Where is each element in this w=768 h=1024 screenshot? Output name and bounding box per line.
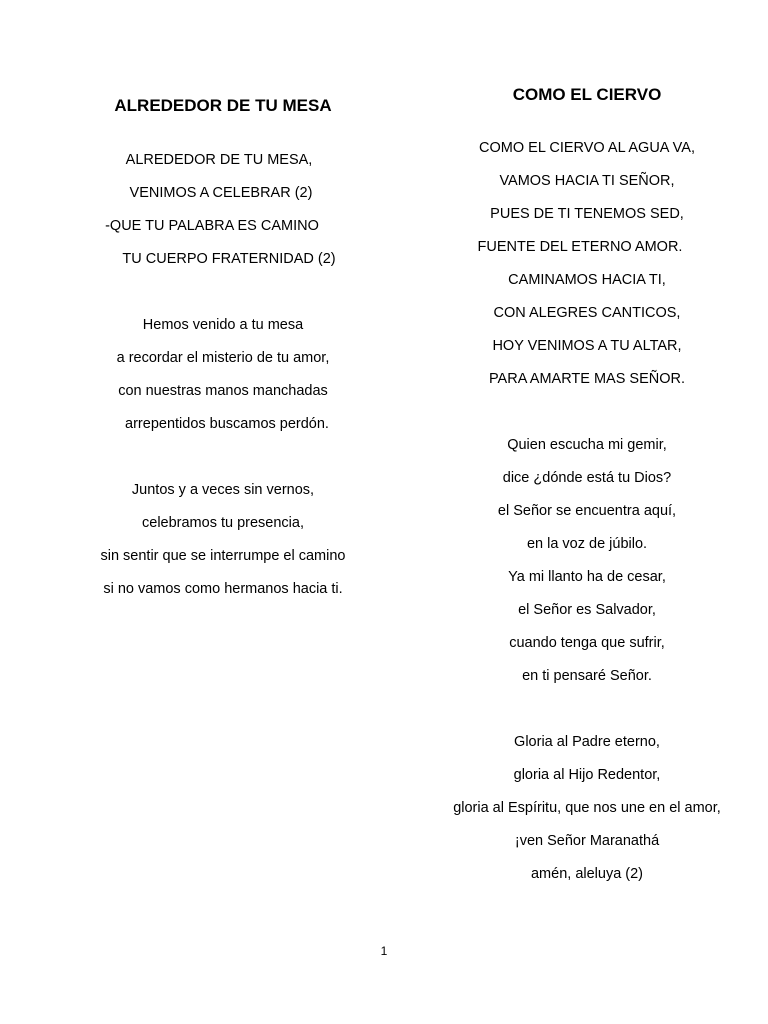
lyric-line: gloria al Espíritu, que nos une en el amor, (453, 800, 721, 816)
left-song-stanza-1 (60, 144, 386, 276)
lyric-line: el Señor se encuentra aquí, (497, 503, 677, 519)
lyric-line: Gloria al Padre eterno, (514, 734, 660, 750)
stanza-gap (60, 441, 386, 474)
lyric-line: en la voz de júbilo. (526, 536, 648, 552)
left-song-stanza-3 (60, 474, 386, 606)
lyric-line: VAMOS HACIA TI SEÑOR, (499, 173, 675, 189)
lyric-line: celebramos tu presencia, (142, 515, 304, 531)
left-song-title: ALREDEDOR DE TU MESA (114, 96, 332, 115)
lyric-line: gloria al Hijo Redentor, (513, 767, 661, 783)
right-song-title: COMO EL CIERVO (512, 85, 662, 104)
lyric-line: Ya mi llanto ha de cesar, (508, 569, 666, 585)
lyric-line: HOY VENIMOS A TU ALTAR, (492, 338, 682, 354)
stanza-gap (60, 276, 386, 309)
lyric-line: Hemos venido a tu mesa (142, 317, 304, 333)
lyric-line: el Señor es Salvador, (518, 602, 656, 618)
right-song-stanza-3 (424, 726, 750, 891)
lyric-line: si no vamos como hermanos hacia ti. (103, 581, 343, 597)
lyric-line: ¡ven Señor Maranathá (514, 833, 660, 849)
lyric-line: cuando tenga que sufrir, (509, 635, 665, 651)
lyric-line: PARA AMARTE MAS SEÑOR. (488, 371, 686, 387)
stanza-gap (424, 693, 750, 726)
left-song-stanza-2 (60, 309, 386, 441)
lyric-line: PUES DE TI TENEMOS SED, (490, 206, 684, 222)
lyric-line: COMO EL CIERVO AL AGUA VA, (479, 140, 695, 156)
lyric-line: amén, aleluya (2) (530, 866, 644, 882)
lyric-line: sin sentir que se interrumpe el camino (100, 548, 346, 564)
stanza-gap (424, 396, 750, 429)
lyric-line: Juntos y a veces sin vernos, (131, 482, 315, 498)
lyric-line: VENIMOS A CELEBRAR (2) (129, 185, 313, 201)
lyric-line: Quien escucha mi gemir, (507, 437, 667, 453)
lyric-line: -QUE TU PALABRA ES CAMINO (105, 218, 319, 234)
lyric-line: CAMINAMOS HACIA TI, (508, 272, 666, 288)
lyric-line: a recordar el misterio de tu amor, (116, 350, 330, 366)
lyric-line: CON ALEGRES CANTICOS, (493, 305, 681, 321)
page-number: 1 (380, 944, 388, 958)
lyric-line: FUENTE DEL ETERNO AMOR. (477, 239, 683, 255)
lyric-line: TU CUERPO FRATERNIDAD (2) (122, 251, 336, 267)
right-song-stanza-1 (424, 132, 750, 396)
lyric-line: dice ¿dónde está tu Dios? (502, 470, 672, 486)
left-song (60, 94, 386, 606)
right-song-stanza-2 (424, 429, 750, 693)
lyric-line: arrepentidos buscamos perdón. (125, 416, 329, 432)
right-song (424, 83, 750, 891)
lyric-line: con nuestras manos manchadas (118, 383, 328, 399)
lyric-line: en ti pensaré Señor. (522, 668, 652, 684)
lyric-line: ALREDEDOR DE TU MESA, (125, 152, 313, 168)
